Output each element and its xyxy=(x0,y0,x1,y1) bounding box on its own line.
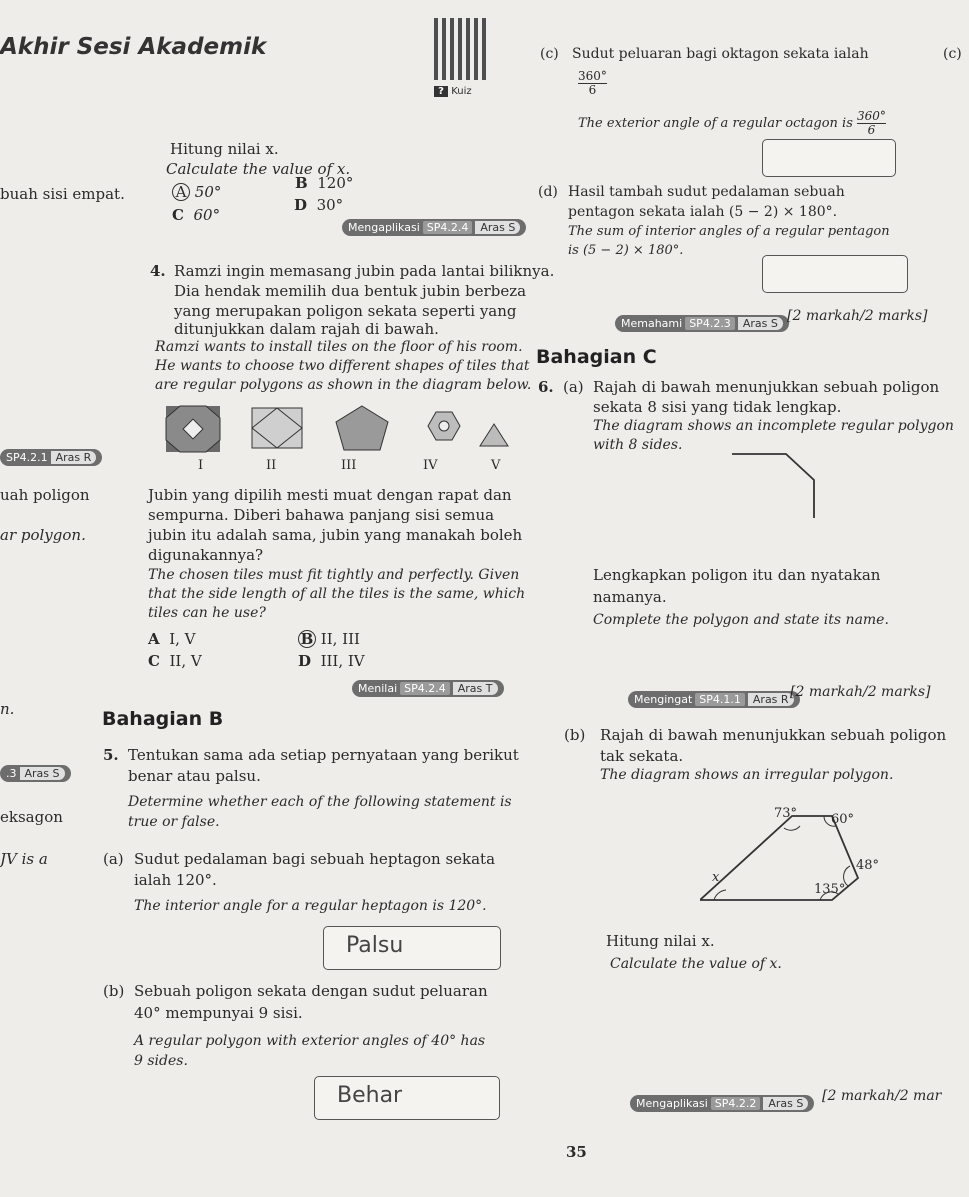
tile-label: II xyxy=(266,458,277,473)
q5d-en1: The sum of interior angles of a regular pentagon xyxy=(568,224,890,239)
q3-ms: Hitung nilai x. xyxy=(170,140,279,158)
left-fragment: eksagon xyxy=(0,808,63,826)
q5d-answer-box[interactable] xyxy=(762,255,908,293)
q6a-en3: Complete the polygon and state its name. xyxy=(593,612,889,628)
q6a-ms2: sekata 8 sisi yang tidak lengkap. xyxy=(593,398,842,416)
q3-en: Calculate the value of x. xyxy=(166,160,351,178)
q3-option-d[interactable]: D 30° xyxy=(294,196,344,214)
q5-en1: Determine whether each of the following statement is xyxy=(128,794,512,810)
q4-ms5: Jubin yang dipilih mesti muat dengan rapat dan xyxy=(148,486,512,504)
q5a-ms2: ialah 120°. xyxy=(134,871,217,889)
q4-en3: are regular polygons as shown in the diagram below. xyxy=(155,377,532,393)
q6b-en2: Calculate the value of x. xyxy=(610,956,782,972)
q5-en2: true or false. xyxy=(128,814,220,830)
q4-ms1: Ramzi ingin memasang jubin pada lantai biliknya. xyxy=(174,262,555,280)
q5-ms1: Tentukan sama ada setiap pernyataan yang berikut xyxy=(128,746,519,764)
angle-label: x xyxy=(712,870,720,885)
margin-label: (c) xyxy=(943,46,962,62)
q5c-ms: Sudut peluaran bagi oktagon sekata ialah xyxy=(572,46,869,62)
q5b-ms1: Sebuah poligon sekata dengan sudut peluaran xyxy=(134,982,488,1000)
q6b-marks: [2 markah/2 mar xyxy=(822,1088,942,1104)
left-fragment: uah poligon xyxy=(0,486,90,504)
q4-option-a[interactable]: A I, V xyxy=(148,630,196,648)
q4-en1: Ramzi wants to install tiles on the floor of his room. xyxy=(155,339,523,355)
q4-ms4: ditunjukkan dalam rajah di bawah. xyxy=(174,320,439,338)
q6b-ms2: tak sekata. xyxy=(600,747,684,765)
q3-option-c[interactable]: C 60° xyxy=(172,206,221,224)
q5d-ms1: Hasil tambah sudut pedalaman sebuah xyxy=(568,184,845,200)
q5d-ms2: pentagon sekata ialah (5 − 2) × 180°. xyxy=(568,204,838,220)
tile-label: V xyxy=(491,458,501,473)
q5c-fraction: $\frac{360^\circ}{6}$ xyxy=(578,69,607,97)
left-fragment: buah sisi empat. xyxy=(0,185,125,203)
q5d-label: (d) xyxy=(538,184,558,200)
triangle-tile-icon xyxy=(480,424,508,446)
q5a-ms1: Sudut pedalaman bagi sebuah heptagon sekata xyxy=(134,850,496,868)
q6a-ms4: namanya. xyxy=(593,588,667,606)
q6-number: 6. xyxy=(538,378,554,396)
q6a-label: (a) xyxy=(563,378,584,396)
q4-option-b[interactable]: B II, III xyxy=(298,630,360,648)
q6a-en2: with 8 sides. xyxy=(593,437,683,453)
q5d-en2: is (5 − 2) × 180°. xyxy=(568,243,684,258)
q6b-en: The diagram shows an irregular polygon. xyxy=(600,767,894,783)
tile-diagram xyxy=(160,400,510,475)
q5b-label: (b) xyxy=(103,982,125,1000)
q4-option-d[interactable]: D III, IV xyxy=(298,652,365,670)
q5b-en2: 9 sides. xyxy=(134,1053,188,1069)
section-c-heading: Bahagian C xyxy=(536,346,657,368)
q6a-ms3: Lengkapkan poligon itu dan nyatakan xyxy=(593,566,881,584)
q5-number: 5. xyxy=(103,746,119,764)
q5a-label: (a) xyxy=(103,850,124,868)
page-title: Akhir Sesi Akademik xyxy=(0,34,267,60)
angle-label: 135° xyxy=(814,882,846,897)
q5-marks: [2 markah/2 marks] xyxy=(787,308,928,324)
q4-ms2: Dia hendak memilih dua bentuk jubin berbeza xyxy=(174,282,527,300)
q5c-answer-box[interactable] xyxy=(762,139,896,177)
pentagon-tile-icon xyxy=(336,406,388,450)
q5a-en: The interior angle for a regular heptagon is 120°. xyxy=(134,898,487,914)
q5a-answer: Palsu xyxy=(346,933,404,958)
q3-option-a[interactable]: A 50° xyxy=(172,183,221,201)
q6a-ms1: Rajah di bawah menunjukkan sebuah poligon xyxy=(593,378,940,396)
q4-ms7: jubin itu adalah sama, jubin yang manakah boleh xyxy=(148,526,523,544)
q6a-marks: [2 markah/2 marks] xyxy=(790,684,931,700)
q5b-answer: Behar xyxy=(337,1083,403,1108)
left-fragment: n. xyxy=(0,700,15,718)
q4-en6: tiles can he use? xyxy=(148,605,266,621)
square-triangle-tile-icon xyxy=(252,408,302,448)
q6b-ms3: Hitung nilai x. xyxy=(606,932,715,950)
q3-badge: Mengaplikasi SP4.2.4 Aras S xyxy=(342,216,526,236)
question-icon: ? xyxy=(434,86,448,97)
q3-option-b[interactable]: B 120° xyxy=(295,174,354,192)
left-badge: SP4.2.1 Aras R xyxy=(0,446,102,466)
q4-en2: He wants to choose two different shapes of tiles that xyxy=(155,358,530,374)
q5-badge: Memahami SP4.2.3 Aras S xyxy=(615,312,789,332)
left-badge: .3 Aras S xyxy=(0,762,71,782)
q6a-badge: Mengingat SP4.1.1 Aras R xyxy=(628,688,800,708)
tile-label: IV xyxy=(423,458,438,473)
kuiz-label: Kuiz xyxy=(451,86,472,97)
tile-label: III xyxy=(341,458,357,473)
octagon-square-tile-icon xyxy=(166,406,220,452)
q6a-en1: The diagram shows an incomplete regular polygon xyxy=(593,418,954,434)
hexagon-tile-icon xyxy=(428,412,460,440)
angle-label: 48° xyxy=(856,858,880,873)
q5b-ms2: 40° mempunyai 9 sisi. xyxy=(134,1004,303,1022)
q4-en5: that the side length of all the tiles is the same, which xyxy=(148,586,526,602)
q6b-badge: Mengaplikasi SP4.2.2 Aras S xyxy=(630,1092,814,1112)
q4-number: 4. xyxy=(150,262,166,280)
q5b-answer-box[interactable] xyxy=(314,1076,500,1120)
left-fragment: JV is a xyxy=(0,850,48,868)
q5-ms2: benar atau palsu. xyxy=(128,767,261,785)
qr-code-icon[interactable] xyxy=(434,18,490,80)
left-fragment: ar polygon. xyxy=(0,526,86,544)
tile-label: I xyxy=(198,458,204,473)
q4-ms3: yang merupakan poligon sekata seperti yang xyxy=(174,302,517,320)
incomplete-octagon-diagram xyxy=(720,450,820,520)
q4-ms8: digunakannya? xyxy=(148,546,264,564)
angle-label: 73° xyxy=(774,806,798,821)
angle-label: 60° xyxy=(831,812,855,827)
q4-option-c[interactable]: C II, V xyxy=(148,652,202,670)
q6b-label: (b) xyxy=(564,726,586,744)
q4-ms6: sempurna. Diberi bahawa panjang sisi semua xyxy=(148,506,495,524)
kuiz-button[interactable] xyxy=(434,86,472,97)
q6b-ms1: Rajah di bawah menunjukkan sebuah poligon xyxy=(600,726,947,744)
q5c-label: (c) xyxy=(540,46,559,62)
q5a-answer-box[interactable] xyxy=(323,926,501,970)
q5b-en1: A regular polygon with exterior angles of 40° has xyxy=(134,1033,486,1049)
section-b-heading: Bahagian B xyxy=(102,708,224,730)
page-number: 35 xyxy=(566,1143,587,1161)
q4-en4: The chosen tiles must fit tightly and perfectly. Given xyxy=(148,567,520,583)
q4-badge: Menilai SP4.2.4 Aras T xyxy=(352,677,504,697)
q5c-en: The exterior angle of a regular octagon is $\frac{360^\circ}{6}$ xyxy=(578,109,886,137)
